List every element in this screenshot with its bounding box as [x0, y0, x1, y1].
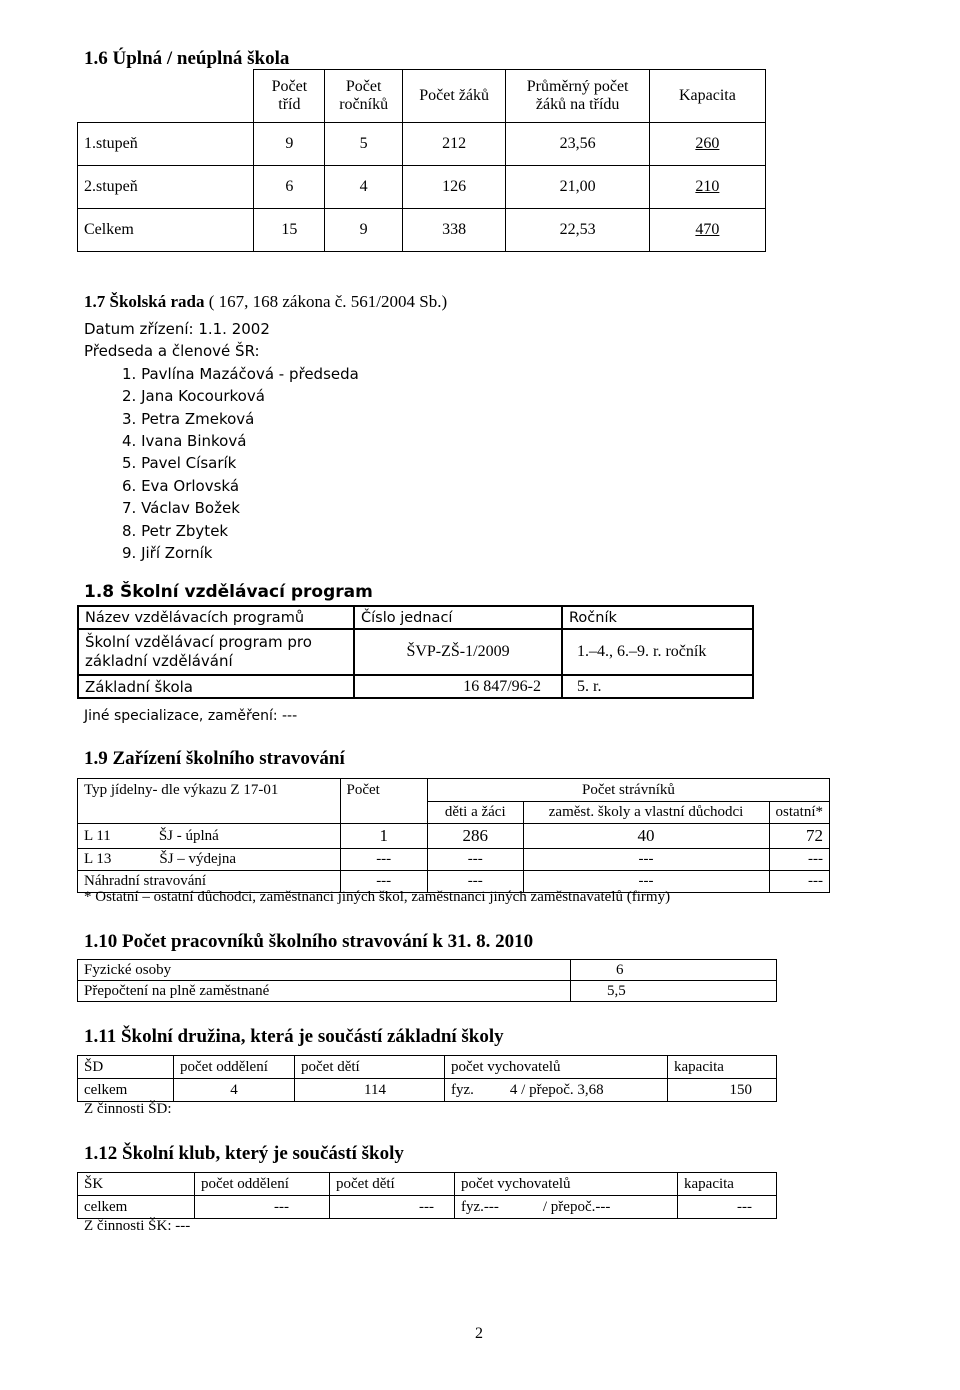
cell: ---: [427, 871, 523, 893]
th-stravniku: Počet strávníků: [427, 779, 829, 802]
cell: 260: [695, 135, 720, 152]
cell: / přepoč.---: [542, 1198, 611, 1215]
cell: ---: [195, 1196, 330, 1219]
th-pocet-trid: Počet tříd: [254, 70, 325, 123]
members-list: [84, 363, 359, 565]
after-school-club-table: [77, 1055, 777, 1102]
cell: 210: [695, 178, 720, 195]
cell: / přepoč. 3,68: [521, 1081, 604, 1098]
th-pocet: Počet: [340, 779, 427, 802]
canteen-table: [77, 778, 830, 893]
list-item: 3. Petra Zmeková: [122, 409, 255, 428]
cell: Přepočtení na plně zaměstnané: [78, 981, 571, 1002]
cell: 114: [295, 1079, 445, 1102]
cell: základní vzdělávání: [85, 652, 233, 670]
school-table: [77, 69, 766, 252]
cell: Základní škola: [78, 675, 354, 698]
table-row: [78, 166, 766, 209]
founding-date: Datum zřízení: 1.1. 2002: [84, 320, 270, 338]
cell: 4: [325, 166, 402, 209]
school-club-activity-note: Z činnosti ŠK: ---: [84, 1218, 191, 1234]
list-item: 8. Petr Zbytek: [122, 521, 229, 540]
cell: ŠJ - úplná: [158, 827, 219, 844]
list-item: 7. Václav Božek: [122, 499, 240, 518]
th-typ: Typ jídelny- dle výkazu Z 17-01: [78, 779, 341, 802]
cell: 286: [427, 824, 523, 849]
cell: L 11: [84, 827, 111, 844]
cell: 212: [402, 123, 506, 166]
section-1-6-title: 1.6 Úplná / neúplná škola: [84, 48, 290, 69]
table-row: [78, 629, 753, 675]
th-oddeleni: počet oddělení: [174, 1056, 295, 1079]
cell: ---: [678, 1196, 777, 1219]
cell: 15: [254, 209, 325, 252]
cell: 150: [668, 1079, 777, 1102]
cell: ---: [340, 849, 427, 871]
table-row: [78, 960, 777, 981]
table-row: [78, 981, 777, 1002]
staff-table: [77, 959, 777, 1002]
th-kapacita: Kapacita: [649, 70, 765, 123]
th-oddeleni: počet oddělení: [195, 1173, 330, 1196]
cell: 9: [325, 209, 402, 252]
table-row: [78, 1079, 777, 1102]
cell: 5,5: [571, 981, 777, 1002]
th-sd: ŠD: [78, 1056, 174, 1079]
th-deti: počet dětí: [330, 1173, 455, 1196]
th-pocet-rocniku: Počet ročníků: [325, 70, 402, 123]
cell: 21,00: [506, 166, 649, 209]
cell: ---: [340, 871, 427, 893]
cell: 470: [695, 221, 720, 238]
members-label: Předseda a členové ŠR:: [84, 342, 260, 361]
other-specializations: Jiné specializace, zaměření: ---: [84, 708, 298, 724]
th-cislo: Číslo jednací: [354, 606, 562, 629]
cell: 1.–4., 6.–9. r. ročník: [562, 629, 753, 675]
list-item: 2. Jana Kocourková: [122, 387, 265, 406]
cell: celkem: [78, 1196, 195, 1219]
list-item: 6. Eva Orlovská: [122, 476, 240, 495]
th-ostatni: ostatní*: [769, 802, 830, 824]
cell: ŠVP-ZŠ-1/2009: [354, 629, 562, 675]
cell: 4: [509, 1081, 518, 1098]
cell: 9: [254, 123, 325, 166]
list-item: 4. Ivana Binková: [122, 432, 247, 451]
section-1-8-title: 1.8 Školní vzdělávací program: [84, 582, 373, 602]
table-row: [78, 849, 830, 871]
th-sk: ŠK: [78, 1173, 195, 1196]
cell: ŠJ – výdejna: [159, 851, 237, 867]
cell: Fyzické osoby: [78, 960, 571, 981]
row-label: 2.stupeň: [78, 166, 254, 209]
th-zamest: zaměst. školy a vlastní důchodci: [523, 802, 769, 824]
table-row: [78, 675, 753, 698]
school-board-info: [84, 318, 359, 564]
cell: 16 847/96-2: [354, 675, 562, 698]
row-label: Celkem: [78, 209, 254, 252]
cell: 6: [254, 166, 325, 209]
section-1-10-title: 1.10 Počet pracovníků školního stravování k 31. 8. 2010: [84, 931, 534, 952]
cell: 5: [325, 123, 402, 166]
cell: 4: [174, 1079, 295, 1102]
th-kapacita: kapacita: [678, 1173, 777, 1196]
th-pocet-zaku: Počet žáků: [402, 70, 506, 123]
school-club-table: [77, 1172, 777, 1219]
row-label: 1.stupeň: [78, 123, 254, 166]
cell: ---: [769, 871, 830, 893]
cell: 6: [571, 960, 777, 981]
table-row: [78, 824, 830, 849]
th-kapacita: kapacita: [668, 1056, 777, 1079]
th-prumer: Průměrný počet žáků na třídu: [506, 70, 649, 123]
cell: fyz.---: [461, 1198, 499, 1215]
footnote: * Ostatní – ostatní důchodci, zaměstnanci jiných škol, zaměstnanci jiných zaměstnavatelů (firmy): [84, 889, 671, 905]
club-activity-note: Z činnosti ŠD:: [84, 1101, 172, 1117]
th-rocnik: Ročník: [562, 606, 753, 629]
cell: 23,56: [506, 123, 649, 166]
list-item: 5. Pavel Císarík: [122, 454, 237, 473]
cell: ---: [523, 871, 769, 893]
cell: ---: [330, 1196, 455, 1219]
table-row: [78, 1196, 777, 1219]
program-table: [77, 605, 754, 699]
cell: 5. r.: [562, 675, 753, 698]
cell: ---: [427, 849, 523, 871]
cell: Náhradní stravování: [78, 871, 341, 893]
section-1-7-title: 1.7 Školská rada ( 167, 168 zákona č. 561/2004 Sb.): [84, 292, 448, 311]
th-vychovatelu: počet vychovatelů: [455, 1173, 678, 1196]
list-item: 1. Pavlína Mazáčová - předseda: [122, 364, 359, 383]
cell: 72: [769, 824, 830, 849]
cell: 1: [340, 824, 427, 849]
cell: celkem: [78, 1079, 174, 1102]
section-1-12-title: 1.12 Školní klub, který je součástí školy: [84, 1143, 404, 1164]
th-deti: děti a žáci: [427, 802, 523, 824]
cell: ---: [523, 849, 769, 871]
page-number: 2: [475, 1325, 483, 1342]
cell: Školní vzdělávací program pro: [85, 633, 312, 651]
table-row: [78, 209, 766, 252]
cell: 40: [523, 824, 769, 849]
th-vychovatelu: počet vychovatelů: [445, 1056, 668, 1079]
cell: 126: [402, 166, 506, 209]
table-row: [78, 123, 766, 166]
section-1-11-title: 1.11 Školní družina, která je součástí základní školy: [84, 1026, 504, 1047]
section-1-9-title: 1.9 Zařízení školního stravování: [84, 748, 345, 769]
cell: fyz.: [451, 1081, 474, 1098]
cell: ---: [769, 849, 830, 871]
list-item: 9. Jiří Zorník: [122, 544, 213, 563]
cell: L 13: [84, 851, 112, 867]
th-deti: počet dětí: [295, 1056, 445, 1079]
cell: 22,53: [506, 209, 649, 252]
cell: 338: [402, 209, 506, 252]
th-nazev: Název vzdělávacích programů: [78, 606, 354, 629]
